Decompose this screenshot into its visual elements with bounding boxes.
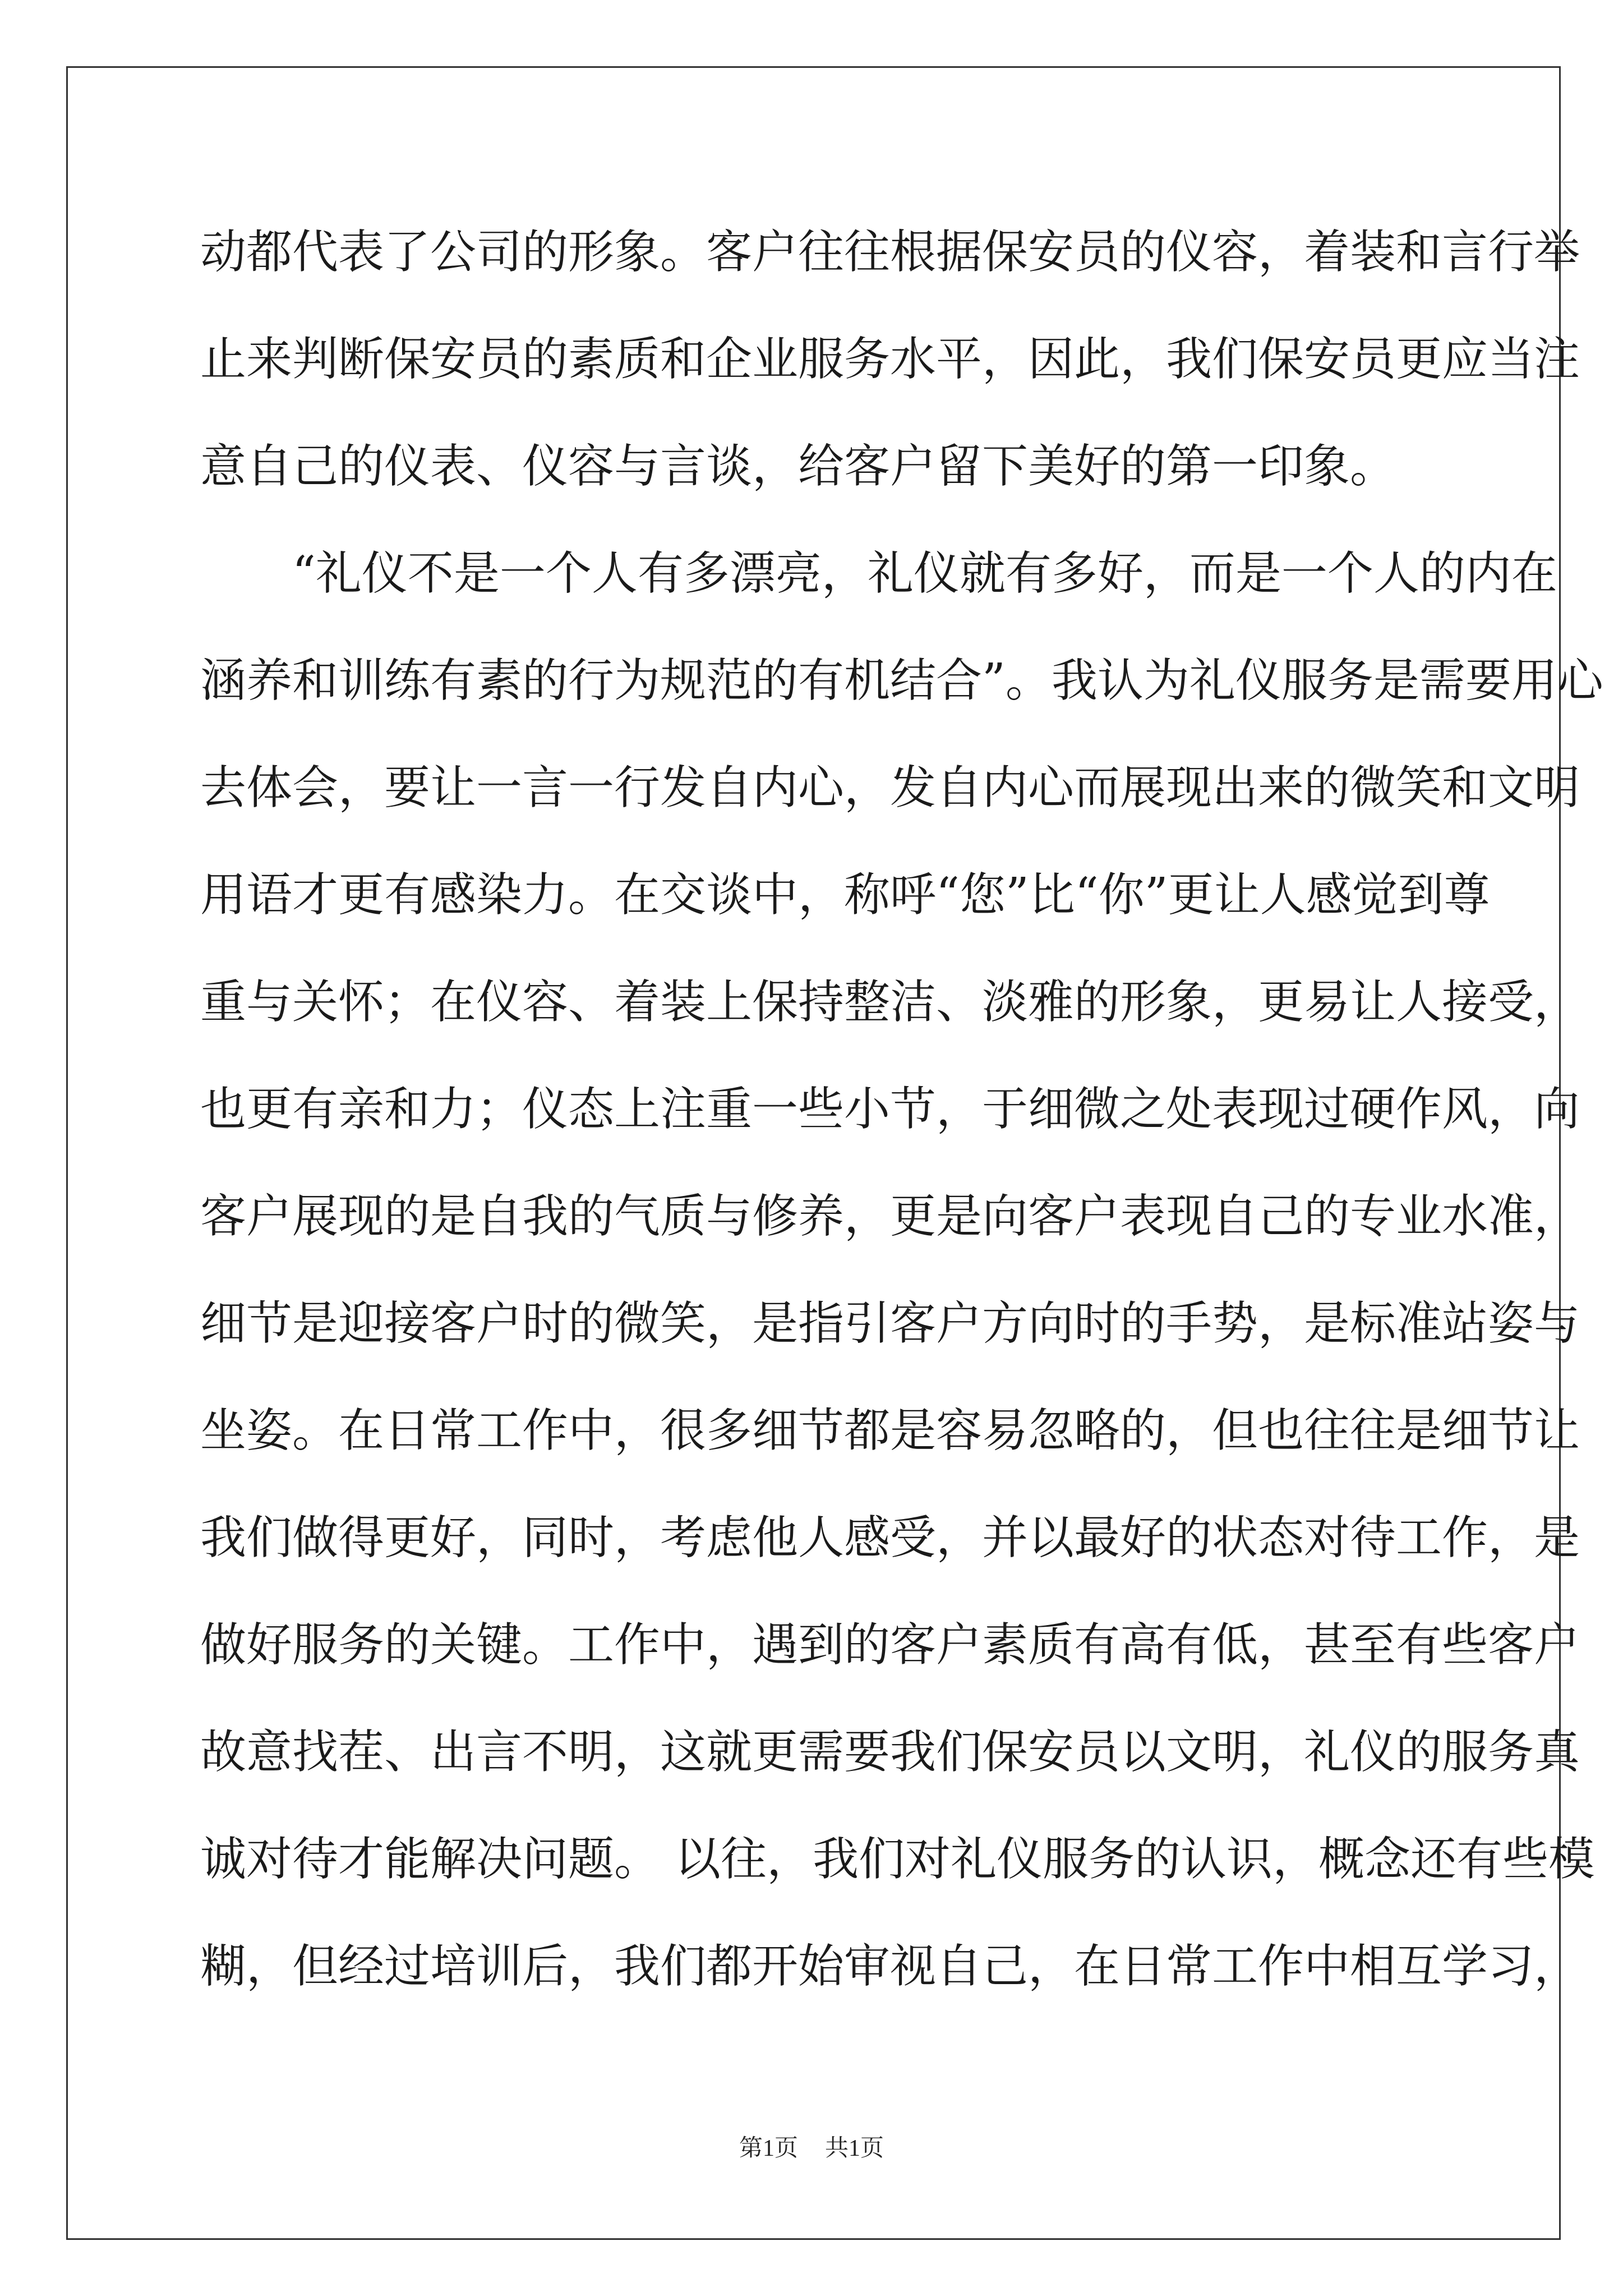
text-line: 用语才更有感染力。在交谈中，称呼“您”比“你”更让人感觉到尊 <box>200 868 1490 922</box>
text-line: 糊，但经过培训后，我们都开始审视自己，在日常工作中相互学习， <box>200 1940 1580 1993</box>
text-line: 涵养和训练有素的行为规范的有机结合”。我认为礼仪服务是需要用心 <box>200 654 1603 707</box>
page-number: 第1页 <box>739 2136 798 2161</box>
text-line: 止来判断保安员的素质和企业服务水平，因此，我们保安员更应当注 <box>200 333 1580 386</box>
text-line: 细节是迎接客户时的微笑，是指引客户方向时的手势，是标准站姿与 <box>200 1297 1580 1350</box>
paragraph-start-line: “礼仪不是一个人有多漂亮，礼仪就有多好，而是一个人的内在 <box>292 547 1557 600</box>
text-line: 去体会，要让一言一行发自内心，发自内心而展现出来的微笑和文明 <box>200 761 1580 815</box>
text-line: 客户展现的是自我的气质与修养，更是向客户表现自己的专业水准， <box>200 1190 1580 1243</box>
text-line: 动都代表了公司的形象。客户往往根据保安员的仪容，着装和言行举 <box>200 226 1580 279</box>
text-line: 坐姿。在日常工作中，很多细节都是容易忽略的，但也往往是细节让 <box>200 1404 1580 1457</box>
text-line: 也更有亲和力；仪态上注重一些小节，于细微之处表现过硬作风，向 <box>200 1083 1580 1136</box>
text-line: 做好服务的关键。工作中，遇到的客户素质有高有低，甚至有些客户 <box>200 1618 1580 1672</box>
page-total: 共1页 <box>825 2136 884 2161</box>
text-line: 故意找茬、出言不明，这就更需要我们保安员以文明，礼仪的服务真 <box>200 1726 1580 1779</box>
body-text <box>200 219 1603 2040</box>
text-line: 诚对待才能解决问题。 以往，我们对礼仪服务的认识，概念还有些模 <box>200 1833 1595 1886</box>
page-footer <box>0 2132 1623 2165</box>
text-line: 我们做得更好，同时，考虑他人感受，并以最好的状态对待工作，是 <box>200 1511 1580 1565</box>
text-line: 重与关怀；在仪容、着装上保持整洁、淡雅的形象，更易让人接受， <box>200 976 1580 1029</box>
text-line: 意自己的仪表、仪容与言谈，给客户留下美好的第一印象。 <box>200 440 1396 493</box>
